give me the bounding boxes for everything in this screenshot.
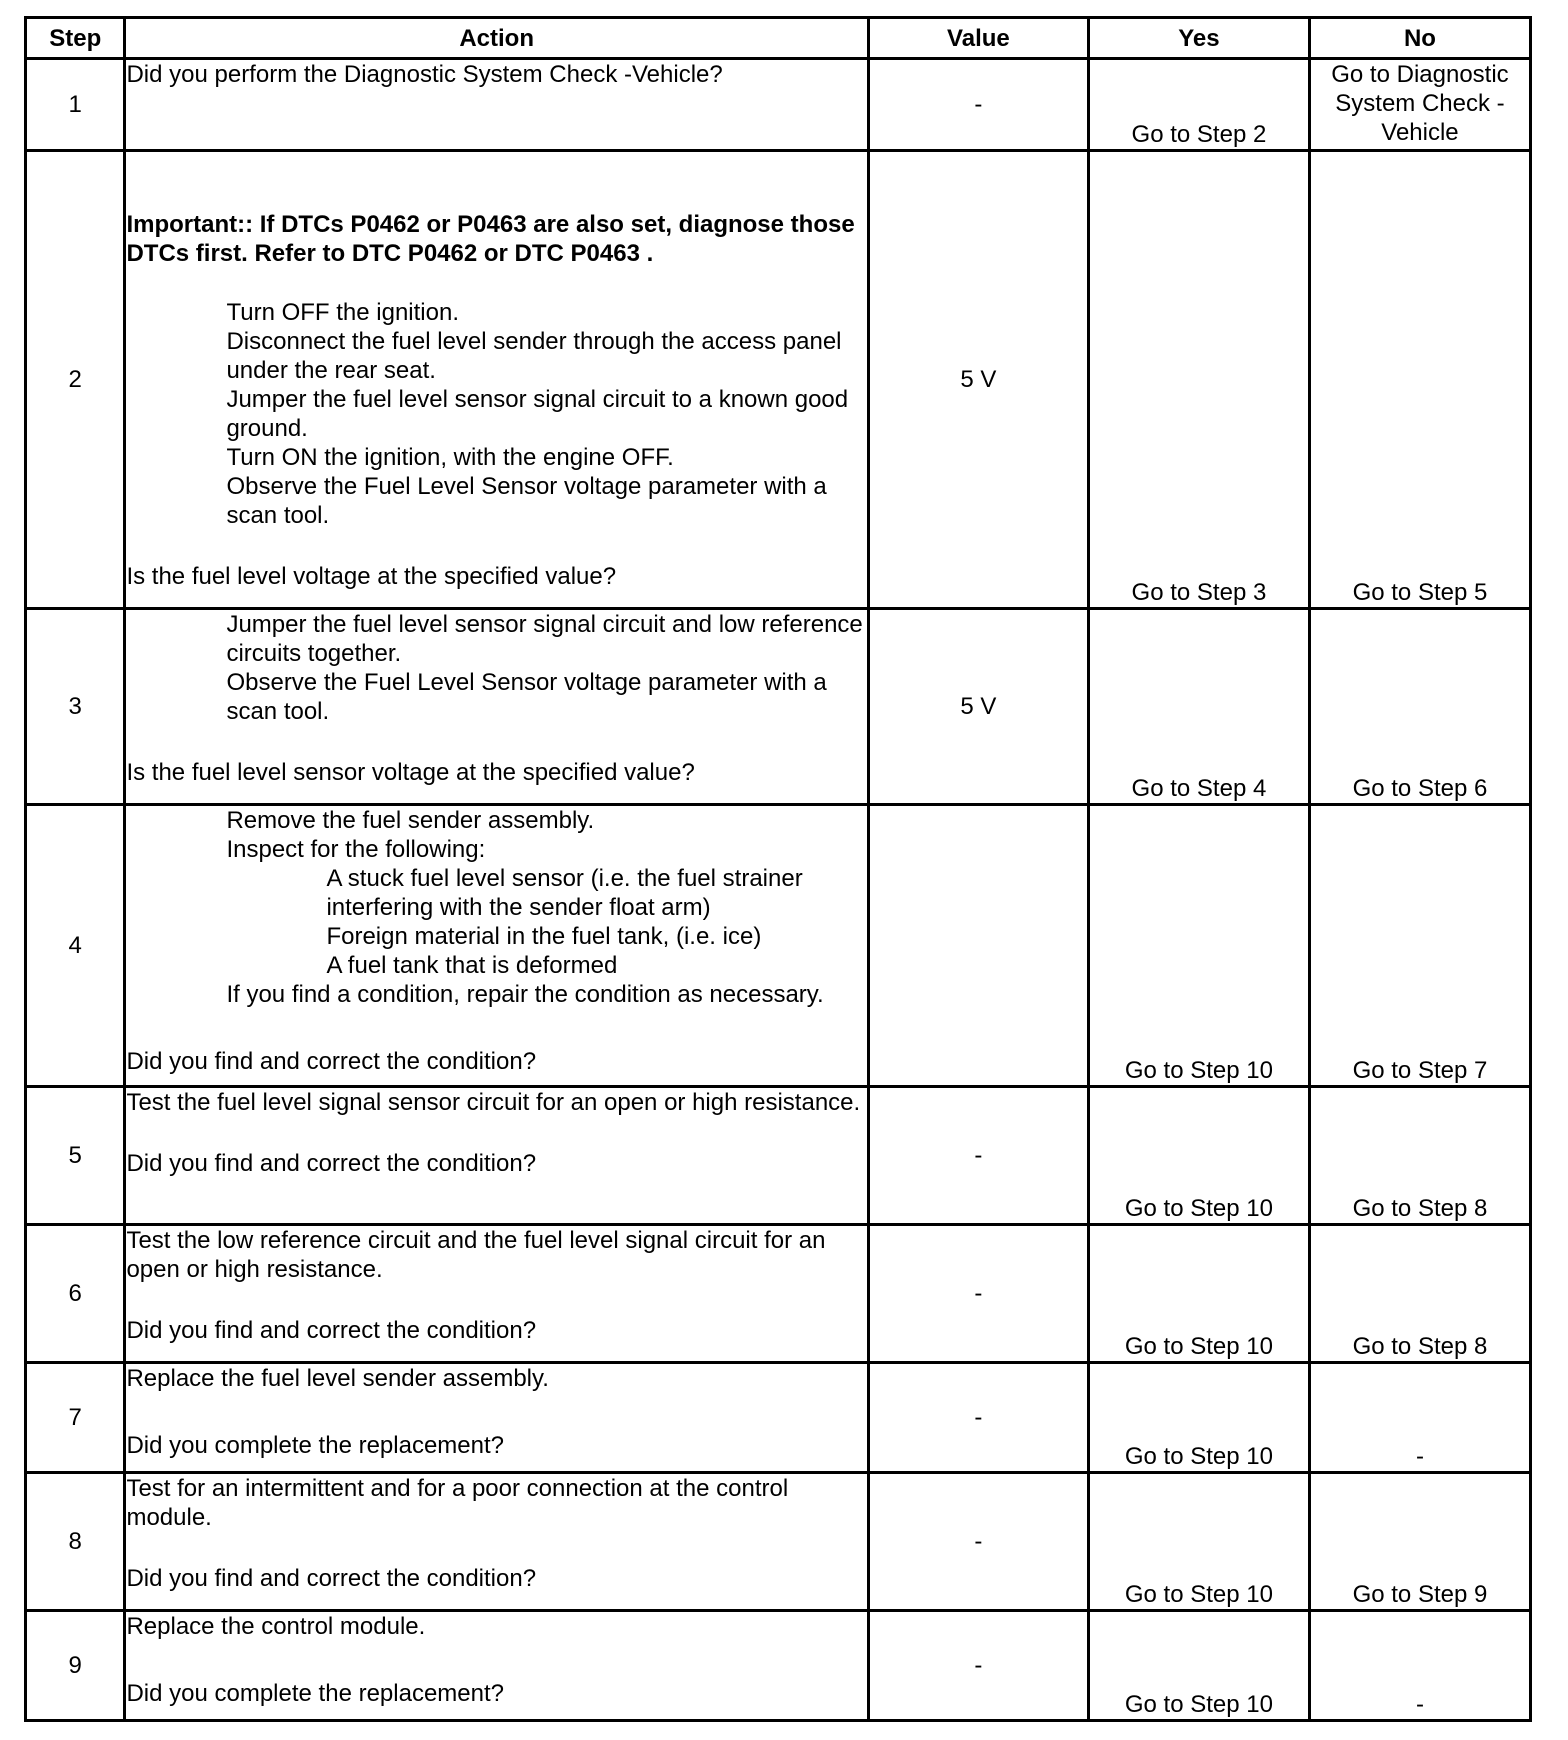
header-action: Action	[125, 18, 868, 59]
action-item: If you find a condition, repair the condition as necessary.	[226, 981, 824, 1008]
table-row	[26, 805, 1531, 1087]
sub-action-item: A fuel tank that is deformed	[326, 952, 618, 979]
step-number: 3	[26, 609, 125, 805]
action-item: Observe the Fuel Level Sensor voltage parameter with a scan tool.	[226, 669, 827, 725]
action-item: Turn OFF the ignition.	[226, 299, 459, 326]
question-text: Is the fuel level voltage at the specified value?	[126, 563, 617, 590]
action-list	[126, 298, 866, 530]
header-yes: Yes	[1088, 18, 1309, 59]
question-text: Did you complete the replacement?	[126, 1680, 504, 1707]
question-text: Did you complete the replacement?	[126, 1432, 504, 1459]
action-cell	[125, 1611, 868, 1721]
action-cell	[125, 1225, 868, 1363]
value-cell: 5 V	[868, 151, 1088, 609]
step-number: 2	[26, 151, 125, 609]
value-cell: -	[868, 1225, 1088, 1363]
action-text: Replace the control module.	[126, 1613, 426, 1640]
table-row	[26, 1225, 1531, 1363]
question-text: Did you find and correct the condition?	[126, 1565, 537, 1592]
action-list	[126, 610, 866, 726]
table-row	[26, 609, 1531, 805]
important-note	[126, 210, 866, 268]
header-row	[26, 18, 1531, 59]
action-list	[126, 806, 866, 1009]
action-cell	[125, 609, 868, 805]
no-cell: Go to Step 5	[1309, 151, 1530, 609]
yes-cell: Go to Step 10	[1088, 1225, 1309, 1363]
action-text: Replace the fuel level sender assembly.	[126, 1365, 549, 1392]
yes-cell: Go to Step 4	[1088, 609, 1309, 805]
value-cell: -	[868, 59, 1088, 151]
no-cell	[1309, 59, 1530, 151]
diagnostic-table	[24, 16, 1532, 1722]
value-cell: -	[868, 1611, 1088, 1721]
no-cell: -	[1309, 1611, 1530, 1721]
action-item: Turn ON the ignition, with the engine OFF.	[226, 444, 674, 471]
table-row	[26, 1363, 1531, 1473]
header-no: No	[1309, 18, 1530, 59]
action-item: Disconnect the fuel level sender through the access panel under the rear seat.	[226, 328, 842, 384]
no-cell: Go to Step 9	[1309, 1473, 1530, 1611]
table-row	[26, 151, 1531, 609]
question-text: Did you find and correct the condition?	[126, 1150, 537, 1177]
action-cell	[125, 1363, 868, 1473]
value-cell: -	[868, 1363, 1088, 1473]
sub-action-item: A stuck fuel level sensor (i.e. the fuel strainer interfering with the sender float arm)	[326, 865, 803, 921]
action-cell	[125, 151, 868, 609]
yes-cell: Go to Step 10	[1088, 1363, 1309, 1473]
step-number: 7	[26, 1363, 125, 1473]
yes-cell: Go to Step 10	[1088, 1611, 1309, 1721]
step-number: 5	[26, 1087, 125, 1225]
action-item: Jumper the fuel level sensor signal circuit and low reference circuits together.	[226, 611, 863, 667]
no-cell: Go to Step 6	[1309, 609, 1530, 805]
no-cell: Go to Step 8	[1309, 1087, 1530, 1225]
action-text: Did you perform the Diagnostic System Check -Vehicle?	[126, 61, 723, 88]
yes-cell: Go to Step 10	[1088, 1473, 1309, 1611]
no-cell: -	[1309, 1363, 1530, 1473]
action-item: Observe the Fuel Level Sensor voltage parameter with a scan tool.	[226, 473, 827, 529]
step-number: 6	[26, 1225, 125, 1363]
action-cell	[125, 1087, 868, 1225]
action-text: Test the low reference circuit and the fuel level signal circuit for an open or high resistance.	[126, 1227, 826, 1283]
header-step: Step	[26, 18, 125, 59]
table-row	[26, 1087, 1531, 1225]
step-number: 1	[26, 59, 125, 151]
question-text: Did you find and correct the condition?	[126, 1317, 537, 1344]
action-text: Test for an intermittent and for a poor connection at the control module.	[126, 1475, 789, 1531]
action-item: Jumper the fuel level sensor signal circuit to a known good ground.	[226, 386, 849, 442]
header-value: Value	[868, 18, 1088, 59]
table-row	[26, 1611, 1531, 1721]
action-item: Inspect for the following:	[226, 836, 486, 863]
yes-cell: Go to Step 10	[1088, 1087, 1309, 1225]
action-cell	[125, 59, 868, 151]
yes-cell: Go to Step 3	[1088, 151, 1309, 609]
value-cell: 5 V	[868, 609, 1088, 805]
question-text: Did you find and correct the condition?	[126, 1048, 537, 1075]
action-text: Test the fuel level signal sensor circuit for an open or high resistance.	[126, 1089, 861, 1116]
no-cell: Go to Step 7	[1309, 805, 1530, 1087]
value-cell: -	[868, 1473, 1088, 1611]
table-row	[26, 1473, 1531, 1611]
question-text: Is the fuel level sensor voltage at the specified value?	[126, 759, 695, 786]
step-number: 8	[26, 1473, 125, 1611]
yes-cell: Go to Step 10	[1088, 805, 1309, 1087]
table-row	[26, 59, 1531, 151]
no-cell: Go to Step 8	[1309, 1225, 1530, 1363]
action-cell	[125, 1473, 868, 1611]
value-cell: -	[868, 1087, 1088, 1225]
step-number: 4	[26, 805, 125, 1087]
yes-cell: Go to Step 2	[1088, 59, 1309, 151]
step-number: 9	[26, 1611, 125, 1721]
sub-action-item: Foreign material in the fuel tank, (i.e. ice)	[326, 923, 762, 950]
action-cell	[125, 805, 868, 1087]
important-text: Important:: If DTCs P0462 or P0463 are also set, diagnose those DTCs first. Refer to DTC P0462 or DTC P0463 .	[126, 211, 855, 267]
sub-action-list	[226, 864, 866, 980]
value-cell	[868, 805, 1088, 1087]
no-text: Go to Diagnostic System Check - Vehicle	[1331, 61, 1509, 146]
action-item: Remove the fuel sender assembly.	[226, 807, 595, 834]
